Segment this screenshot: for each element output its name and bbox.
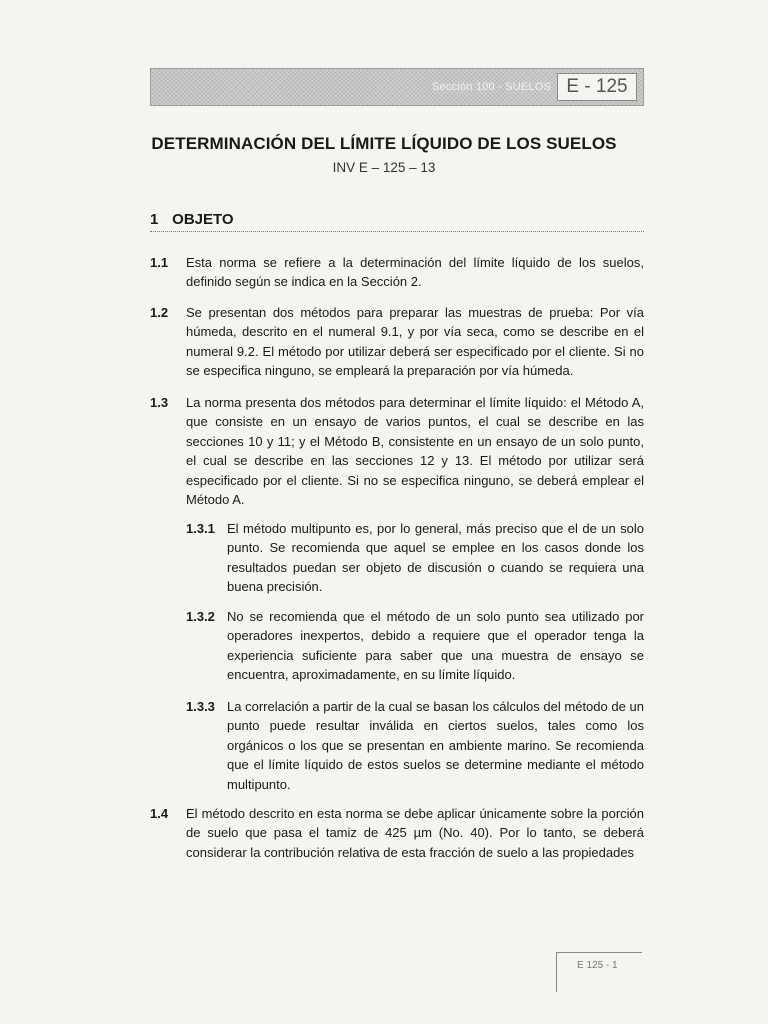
paragraph-number: 1.4	[150, 806, 169, 821]
paragraph-1-3-2	[186, 607, 644, 685]
paragraph-1-1	[150, 253, 644, 292]
paragraph-number: 1.3.1	[186, 521, 215, 536]
paragraph-text: La correlación a partir de la cual se basan los cálculos del método de un punto puede resultar inválida en ciertos suelos, tales como los orgánicos o los que se presentan en ambiente marino. Se recomienda que el límite líquido de estos suelos se determine mediante el método multipunto.	[227, 699, 644, 792]
paragraph-text: La norma presenta dos métodos para determinar el límite líquido: el Método A, que consiste en un ensayo de varios puntos, el cual se describe en las secciones 10 y 11; y el Método B, consistente en un ensayo de un solo punto, el cual se describe en las secciones 12 y 13. El método por utilizar será especificado por el cliente. Si no se especifica ninguno, se deberá emplear el Método A.	[186, 395, 644, 508]
paragraph-number: 1.1	[150, 255, 169, 270]
section-label: Sección 100 - SUELOS	[432, 81, 551, 93]
paragraph-text: Se presentan dos métodos para preparar las muestras de prueba: Por vía húmeda, descrito en el numeral 9.1, y por vía seca, como se describe en el numeral 9.2. El método por utilizar deberá ser especificado por el cliente. Si no se especifica ninguno, se empleará la preparación por vía húmeda.	[186, 305, 644, 379]
paragraph-1-2	[150, 303, 644, 381]
document-subtitle: INV E – 125 – 13	[332, 160, 436, 175]
section-title: OBJETO	[172, 211, 234, 228]
paragraph-number: 1.3	[150, 395, 169, 410]
norm-code: E - 125	[566, 76, 628, 97]
paragraph-text: El método descrito en esta norma se debe aplicar únicamente sobre la porción de suelo que pasa el tamiz de 425 µm (No. 40). Por lo tanto, se deberá considerar la contribución relativa de esta fracción de suelo a las propiedades	[186, 806, 644, 860]
paragraph-text: Esta norma se refiere a la determinación del límite líquido de los suelos, definido según se indica en la Sección 2.	[186, 255, 644, 290]
paragraph-text: El método multipunto es, por lo general, más preciso que el de un solo punto. Se recomienda que aquel se emplee en los casos donde los resultados puedan ser objeto de discusión o cuando se requiera una buena precisión.	[227, 521, 644, 595]
paragraph-1-3	[150, 393, 644, 509]
paragraph-number: 1.2	[150, 305, 169, 320]
paragraph-1-3-3	[186, 697, 644, 794]
paragraph-text: No se recomienda que el método de un solo punto sea utilizado por operadores inexpertos, debido a requiere que el operador tenga la experiencia suficiente para saber que una muestra de ensayo se encuentra, aproximadamente, en su límite líquido.	[227, 609, 644, 683]
paragraph-number: 1.3.2	[186, 609, 215, 624]
paragraph-1-4	[150, 804, 644, 862]
paragraph-1-3-1	[186, 519, 644, 597]
paragraph-number: 1.3.3	[186, 699, 215, 714]
section-heading	[150, 211, 644, 232]
norm-code-box	[557, 73, 637, 101]
page-footer-box	[556, 952, 642, 992]
document-title: DETERMINACIÓN DEL LÍMITE LÍQUIDO DE LOS SUELOS	[151, 134, 617, 153]
section-header-band	[150, 68, 644, 106]
page-reference: E 125 - 1	[577, 960, 618, 971]
section-number: 1	[150, 211, 159, 228]
